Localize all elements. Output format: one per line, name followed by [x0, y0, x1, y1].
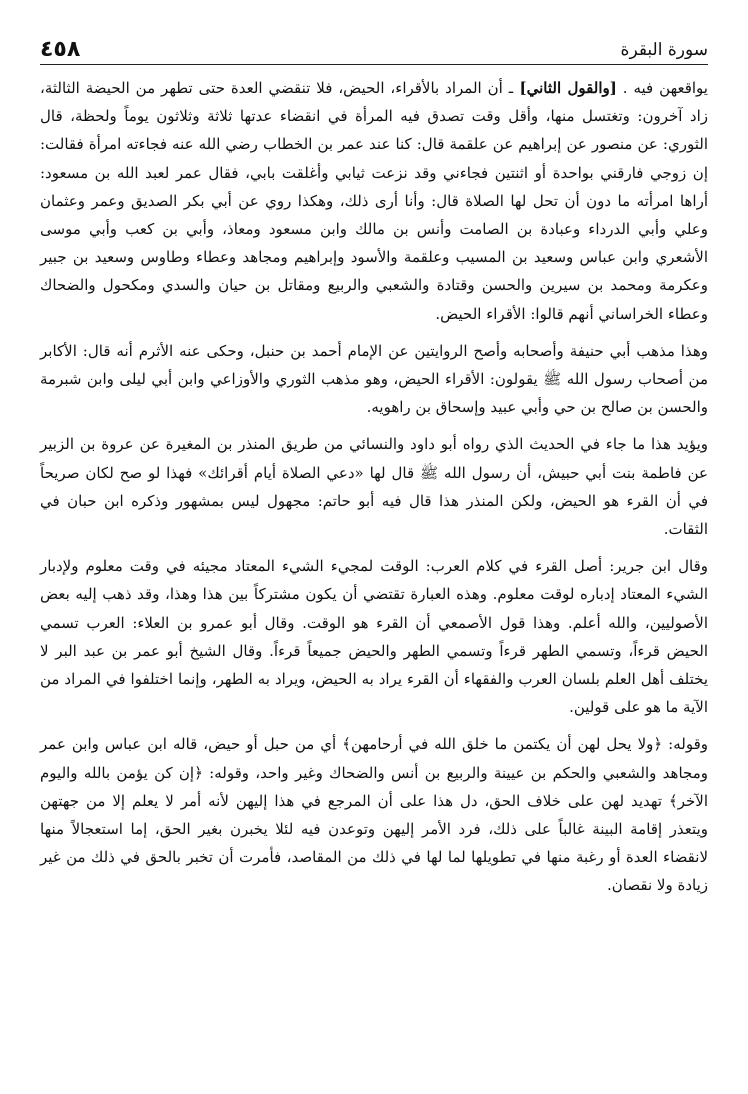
paragraph-text: ويؤيد هذا ما جاء في الحديث الذي رواه أبو داود والنسائي من طريق المنذر بن المغيرة عن عروة بن الزبير عن فاطمة بنت أبي حبيش، أن رسول الله ﷺ قال لها «دعي الصلاة أيام أقرائك» فهذا لو صح لكان صريحاً في أن القرء هو الحيض، ولكن المنذر هذا قال فيه أبو حاتم: مجهول ليس بمشهور وذكره ابن حبان في الثقات. [40, 435, 708, 539]
paragraph-lead: يواقعهن فيه . [616, 79, 708, 97]
paragraph-text: وقوله: ﴿ولا يحل لهن أن يكتمن ما خلق الله في أرحامهن﴾ أي من حبل أو حيض، قاله ابن عباس وابن عمر ومجاهد والشعبي والحكم بن عيينة والربيع بن أنس والضحاك وغير واحد، وقوله: ﴿إن كن يؤمن بالله واليوم الآخر﴾ تهديد لهن على خلاف الحق، دل هذا على أن المرجع في هذا إليهن لأنه أمر لا يعلم إلا من جهتهن ويتعذر إقامة البينة غالباً على ذلك، فرد الأمر إليهن وتوعدن فيه لئلا يخبرن بغير الحق، إما استعجالاً منها لانقضاء العدة أو رغبة منها في تطويلها لما لها في ذلك من المقاصد، فأمرت أن تخبر بالحق في ذلك من غير زيادة ولا نقصان. [40, 735, 708, 895]
surah-title: سورة البقرة [620, 40, 708, 60]
paragraph-5 [40, 730, 708, 899]
heading-second-opinion: [والقول الثاني] [513, 79, 617, 97]
paragraph-1 [40, 74, 708, 328]
page-number: ٤٥٨ [40, 37, 81, 62]
paragraph-text: وقال ابن جرير: أصل القرء في كلام العرب: الوقت لمجيء الشيء المعتاد مجيئه في وقت معلوم ولإدبار الشيء المعتاد إدباره لوقت معلوم. وهذه العبارة تقتضي أن يكون مشتركاً بين هذا وهذا، وقد ذهب إليه بعض الأصوليين، والله أعلم. وهذا قول الأصمعي أن القرء هو الوقت. وقال أبو عمرو بن العلاء: العرب تسمي الحيض قرءاً، وتسمي الطهر قرءاً وتسمي الطهر والحيض جميعاً قرءاً. وقال الشيخ أبو عمر بن عبد البر لا يختلف أهل العلم بلسان العرب والفقهاء أن القرء يراد به الحيض، ويراد به الطهر، وإنما اختلفوا في المراد من الآية ما هو على قولين. [40, 557, 708, 717]
body-text [40, 74, 708, 900]
paragraph-4 [40, 552, 708, 721]
paragraph-text: ـ أن المراد بالأقراء، الحيض، فلا تنقضي العدة حتى تطهر من الحيضة الثالثة، زاد آخرون: وتغتسل منها، وأقل وقت تصدق فيه المرأة في انقضاء عدتها ثلاثة وثلاثون يوماً ولحظة، قال الثوري: عن منصور عن إبراهيم عن علقمة قال: كنا عند عمر بن الخطاب رضي الله عنه فجاءته امرأة فقالت: إن زوجي فارقني بواحدة أو اثنتين فجاءني وقد نزعت ثيابي وأغلقت بابي، فقال عمر لعبد الله بن مسعود: أراها امرأته ما دون أن تحل لها الصلاة قال: وأنا أرى ذلك، وهكذا روي عن أبي بكر الصديق وعمر وعثمان وعلي وأبي الدرداء وعبادة بن الصامت وأنس بن مالك وابن مسعود ومعاذ، وأبي بن كعب وأبي موسى الأشعري وابن عباس وسعيد بن المسيب وعلقمة والأسود وإبراهيم ومجاهد وعطاء وطاوس وسعيد بن جبير وعكرمة ومحمد بن سيرين والحسن وقتادة والشعبي والربيع ومقاتل بن حيان والسدي ومكحول والضحاك وعطاء الخراساني أنهم قالوا: الأقراء الحيض. [40, 79, 708, 323]
paragraph-2 [40, 337, 708, 422]
paragraph-3 [40, 430, 708, 543]
page-header [40, 30, 708, 65]
paragraph-text: وهذا مذهب أبي حنيفة وأصحابه وأصح الروايتين عن الإمام أحمد بن حنبل، وحكى عنه الأثرم أنه قال: الأكابر من أصحاب رسول الله ﷺ يقولون: الأقراء الحيض، وهو مذهب الثوري والأوزاعي وابن أبي ليلى وابن شبرمة والحسن بن صالح بن حي وأبي عبيد وإسحاق بن راهويه. [40, 341, 708, 417]
